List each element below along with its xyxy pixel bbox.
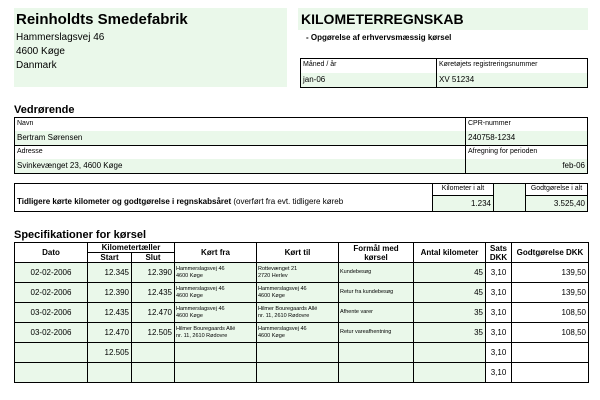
month-label: Måned / år: [303, 61, 337, 68]
date-cell[interactable]: [15, 343, 88, 363]
rate-cell: 3,10: [486, 263, 512, 283]
col-to: Kørt til: [257, 243, 339, 263]
prior-label: [17, 197, 431, 206]
document-title: KILOMETERREGNSKAB: [301, 11, 464, 27]
name-label: Navn: [17, 120, 34, 127]
col-start: Start: [88, 253, 132, 263]
date-cell[interactable]: 02-02-2006: [15, 283, 88, 303]
to-line-2: 2720 Herlev: [258, 272, 288, 279]
to-line-2: 4600 Køge: [258, 332, 285, 339]
company-name: Reinholdts Smedefabrik: [16, 11, 188, 28]
km-cell[interactable]: 35: [414, 303, 486, 323]
km-cell[interactable]: [414, 363, 486, 383]
rate-cell: 3,10: [486, 303, 512, 323]
from-cell[interactable]: [175, 343, 257, 363]
date-cell[interactable]: 03-02-2006: [15, 323, 88, 343]
to-line-1: Rottevænget 21: [258, 265, 298, 272]
address-field[interactable]: Svinkevænget 23, 4600 Køge: [15, 159, 465, 173]
from-line-1: Hammerslagsvej 46: [176, 265, 225, 272]
rate-cell: 3,10: [486, 363, 512, 383]
km-cell[interactable]: 45: [414, 263, 486, 283]
cpr-field[interactable]: 240758-1234: [466, 131, 587, 145]
start-cell[interactable]: [88, 363, 132, 383]
table-row: [15, 323, 589, 343]
to-cell[interactable]: [257, 363, 339, 383]
to-cell[interactable]: [257, 303, 339, 323]
from-cell[interactable]: [175, 363, 257, 383]
vedroerende-box: [14, 117, 588, 174]
date-cell[interactable]: [15, 363, 88, 383]
period-field[interactable]: feb-06: [466, 159, 587, 173]
prior-label-bold: Tidligere kørte kilometer og godtgørelse i regnskabsåret: [17, 197, 232, 206]
company-block: [14, 8, 287, 87]
allowance-cell: 108,50: [512, 323, 589, 343]
end-cell[interactable]: 12.470: [132, 303, 175, 323]
col-from: Kørt fra: [175, 243, 257, 263]
table-row: [15, 283, 589, 303]
from-line-1: Hilmer Bouregaards Allé: [176, 325, 236, 332]
purpose-cell[interactable]: Afhente varer: [339, 303, 414, 323]
km-cell[interactable]: 35: [414, 323, 486, 343]
col-km: Antal kilometer: [414, 243, 486, 263]
end-cell[interactable]: [132, 363, 175, 383]
cpr-label: CPR-nummer: [468, 120, 511, 127]
start-cell[interactable]: 12.435: [88, 303, 132, 323]
end-cell[interactable]: 12.390: [132, 263, 175, 283]
table-row: [15, 263, 589, 283]
prior-amount-field[interactable]: 3.525,40: [526, 196, 587, 211]
start-cell[interactable]: 12.505: [88, 343, 132, 363]
vedroerende-heading: Vedrørende: [14, 104, 75, 116]
to-cell[interactable]: [257, 343, 339, 363]
rate-cell: 3,10: [486, 283, 512, 303]
prior-amount-label: Godtgørelse i alt: [530, 185, 583, 192]
allowance-cell: 139,50: [512, 283, 589, 303]
to-line-1: Hammerslagsvej 46: [258, 325, 307, 332]
from-line-1: Hammerslagsvej 46: [176, 285, 225, 292]
from-line-1: Hammerslagsvej 46: [176, 305, 225, 312]
spec-heading: Specifikationer for kørsel: [14, 229, 147, 241]
from-line-2: 4600 Køge: [176, 312, 203, 319]
from-line-2: 4600 Køge: [176, 292, 203, 299]
prior-totals-box: [14, 183, 588, 212]
start-cell[interactable]: 12.470: [88, 323, 132, 343]
prior-label-rest: (overført fra evt. tidligere køreb: [231, 197, 344, 206]
end-cell[interactable]: 12.505: [132, 323, 175, 343]
km-cell[interactable]: [414, 343, 486, 363]
spec-table: [14, 242, 589, 383]
date-cell[interactable]: 03-02-2006: [15, 303, 88, 323]
to-line-1: Hammerslagsvej 46: [258, 285, 307, 292]
document-subtitle: - Opgørelse af erhvervsmæssig kørsel: [306, 33, 452, 42]
company-country: Danmark: [16, 60, 57, 71]
to-cell[interactable]: [257, 323, 339, 343]
end-cell[interactable]: 12.435: [132, 283, 175, 303]
rate-cell: 3,10: [486, 323, 512, 343]
col-end: Slut: [132, 253, 175, 263]
to-cell[interactable]: [257, 283, 339, 303]
month-reg-box: [300, 58, 588, 88]
date-cell[interactable]: 02-02-2006: [15, 263, 88, 283]
title-box: [298, 8, 588, 30]
table-row: [15, 303, 589, 323]
table-row: [15, 343, 589, 363]
to-cell[interactable]: [257, 263, 339, 283]
registration-field[interactable]: XV 51234: [437, 73, 587, 87]
from-cell[interactable]: [175, 263, 257, 283]
col-rate: Sats DKK: [486, 243, 512, 263]
from-line-2: 4600 Køge: [176, 272, 203, 279]
purpose-cell[interactable]: [339, 363, 414, 383]
col-counter: Kilometertæller: [88, 243, 175, 253]
allowance-cell: [512, 363, 589, 383]
from-cell[interactable]: [175, 323, 257, 343]
purpose-cell[interactable]: Kundebesøg: [339, 263, 414, 283]
prior-km-field[interactable]: 1.234: [433, 196, 493, 211]
table-row: [15, 363, 589, 383]
end-cell[interactable]: [132, 343, 175, 363]
to-line-1: Hilmer Bouregaards Allé: [258, 305, 318, 312]
prior-km-label: Kilometer i alt: [441, 185, 485, 192]
company-street: Hammerslagsvej 46: [16, 32, 105, 43]
allowance-cell: [512, 343, 589, 363]
purpose-cell[interactable]: Retur fra kundebesøg: [339, 283, 414, 303]
from-line-2: nr. 11, 2610 Rødovre: [176, 332, 228, 339]
reg-label: Køretøjets registreringsnummer: [439, 61, 538, 68]
address-label: Adresse: [17, 148, 43, 155]
purpose-cell[interactable]: Retur vareafhentning: [339, 323, 414, 343]
from-cell[interactable]: [175, 283, 257, 303]
period-label: Afregning for perioden: [468, 148, 538, 155]
start-cell[interactable]: 12.390: [88, 283, 132, 303]
col-purpose: Formål med kørsel: [339, 243, 414, 263]
month-field[interactable]: jan-06: [301, 73, 436, 87]
km-cell[interactable]: 45: [414, 283, 486, 303]
rate-cell: 3,10: [486, 343, 512, 363]
col-date: Dato: [15, 243, 88, 263]
company-city: 4600 Køge: [16, 46, 65, 57]
prior-spacer: [494, 184, 525, 211]
to-line-2: nr. 11, 2610 Rødovre: [258, 312, 310, 319]
allowance-cell: 139,50: [512, 263, 589, 283]
name-field[interactable]: Bertram Sørensen: [15, 131, 465, 145]
from-cell[interactable]: [175, 303, 257, 323]
to-line-2: 4600 Køge: [258, 292, 285, 299]
col-allowance: Godtgørelse DKK: [512, 243, 589, 263]
allowance-cell: 108,50: [512, 303, 589, 323]
start-cell[interactable]: 12.345: [88, 263, 132, 283]
purpose-cell[interactable]: [339, 343, 414, 363]
